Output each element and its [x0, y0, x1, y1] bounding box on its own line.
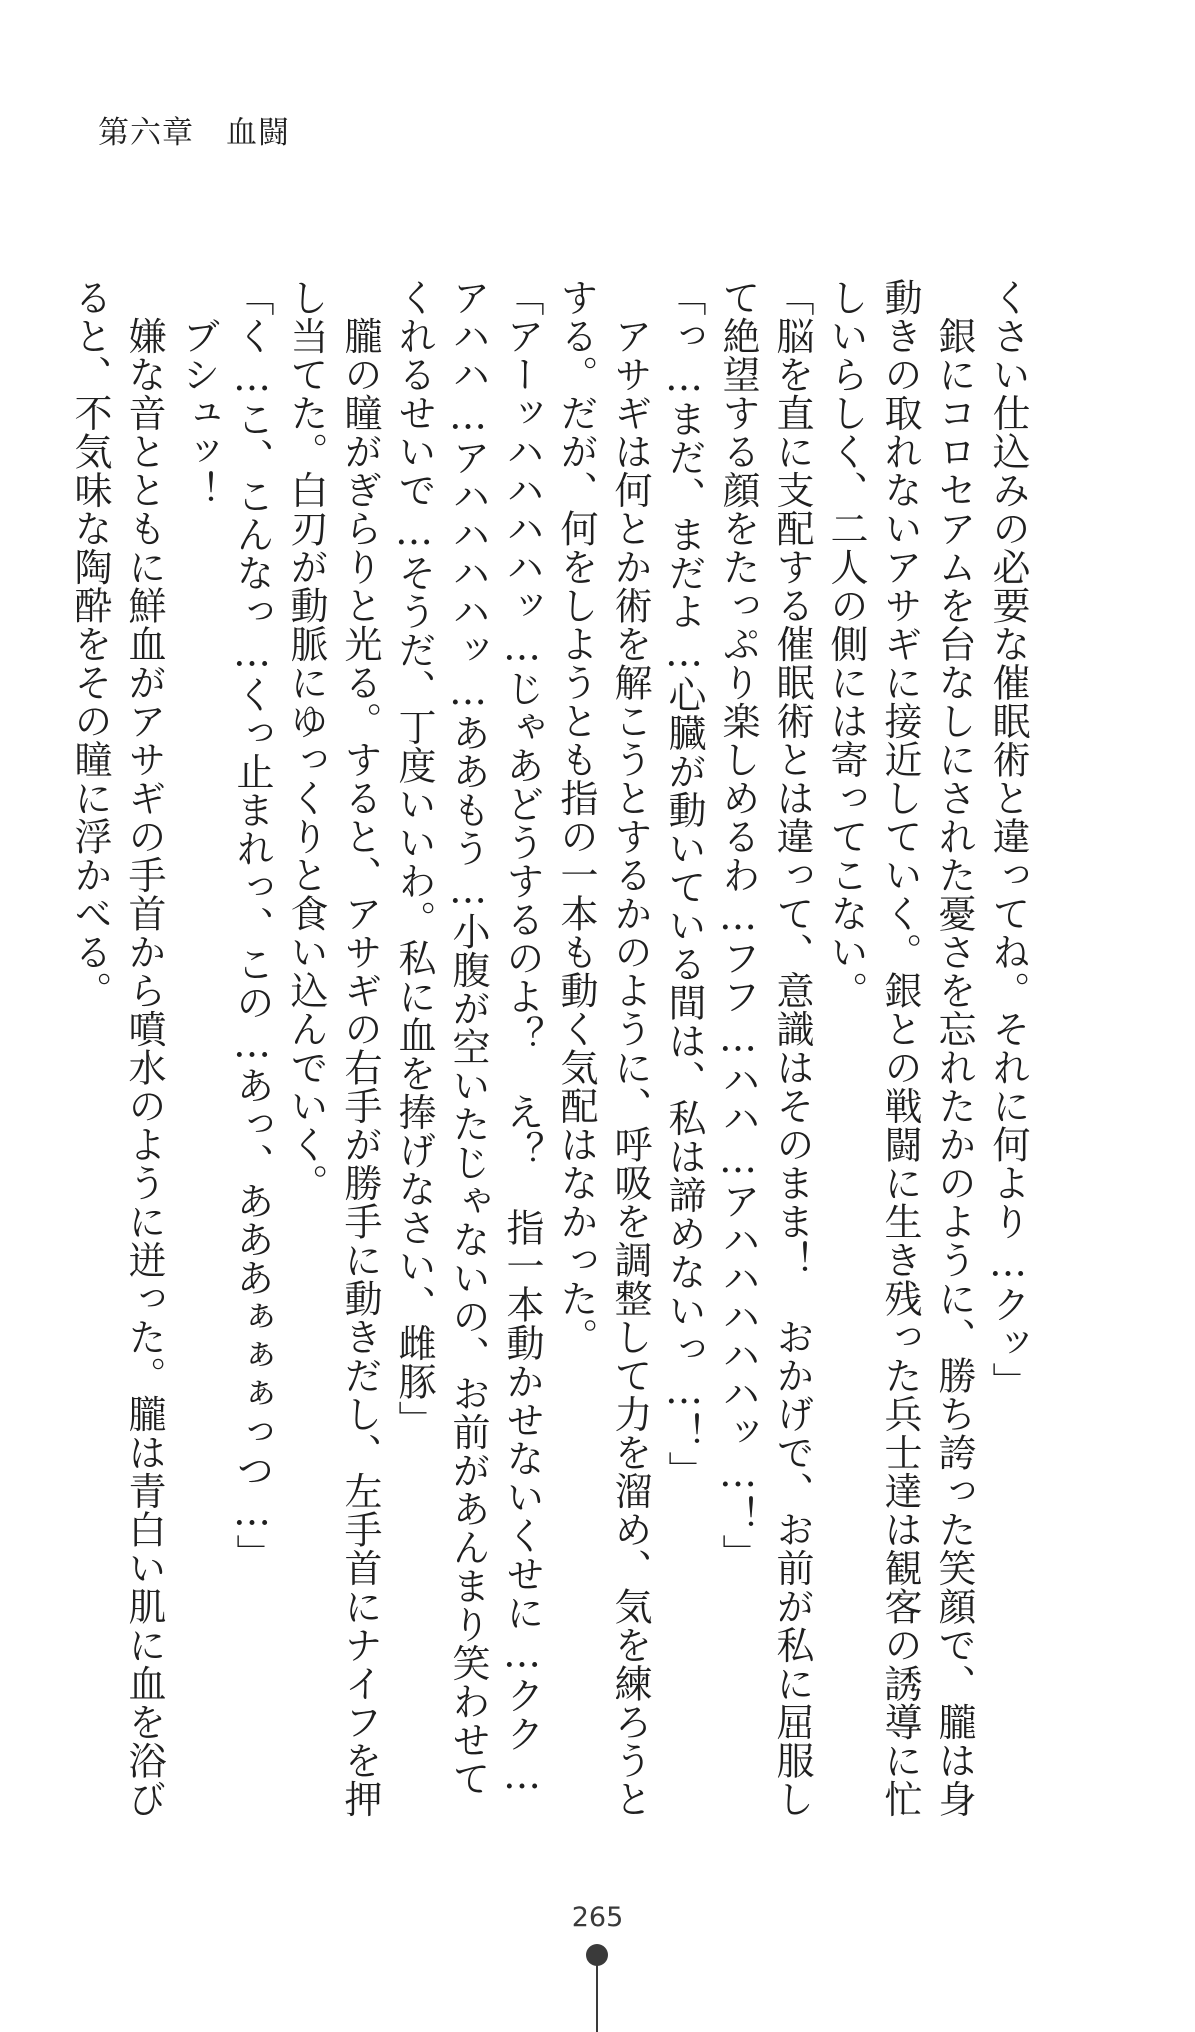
text-line: くれるせいで…そうだ、丁度いいわ。私に血を捧げなさい、雌豚」: [392, 278, 436, 1439]
page-marker-stem: [596, 1964, 598, 2032]
text-line: アサギは何とか術を解こうとするかのように、呼吸を調整して力を溜め、気を練ろうと: [608, 278, 652, 1818]
body-text: [63, 278, 1035, 1878]
page-marker-dot: [586, 1944, 608, 1966]
page-number: 265: [571, 1902, 624, 1933]
text-line: ると、不気味な陶酔をその瞳に浮かべる。: [68, 278, 112, 1010]
text-line: 「っ…まだ、まだよ…心臓が動いている間は、私は諦めないっ…！」: [662, 278, 706, 1490]
chapter-title: 第六章 血闘: [98, 115, 290, 151]
text-line: 「脳を直に支配する催眠術とは違って、意識はそのまま！ おかげで、お前が私に屈服し: [770, 278, 814, 1818]
text-line: 銀にコロセアムを台なしにされた憂さを忘れたかのように、勝ち誇った笑顔で、朧は身: [932, 278, 976, 1818]
text-line: 朧の瞳がぎらりと光る。すると、アサギの右手が勝手に動きだし、左手首にナイフを押: [338, 278, 382, 1818]
text-line: し当てた。白刃が動脈にゆっくりと食い込んでいく。: [284, 278, 328, 1202]
text-line: 動きの取れないアサギに接近していく。銀との戦闘に生き残った兵士達は観客の誘導に忙: [878, 278, 922, 1818]
text-line: 嫌な音とともに鮮血がアサギの手首から噴水のように迸った。朧は青白い肌に血を浴び: [122, 278, 166, 1818]
text-line: 「く…こ、こんなっ…くっ止まれっ、この…あっ、あああぁぁぁっつ…」: [230, 278, 274, 1573]
text-line: アハハ…アハハハハッ…ああもう…小腹が空いたじゃないの、お前があんまり笑わせて: [446, 278, 490, 1798]
text-line: する。だが、何をしようとも指の一本も動く気配はなかった。: [554, 278, 598, 1356]
text-line: くさい仕込みの必要な催眠術と違ってね。それに何より…クッ」: [986, 278, 1030, 1401]
text-line: て絶望する顔をたっぷり楽しめるわ…フフ…ハハ…アハハハハハッ…！」: [716, 278, 760, 1573]
page-marker-icon: [586, 1944, 608, 2032]
text-line: ブシュッ！: [176, 278, 220, 509]
text-line: しいらしく、二人の側には寄ってこない。: [824, 278, 868, 1010]
text-line: 「アーッハハハハッ…じゃあどうするのよ？ え？ 指一本動かせないくせに…クク…: [500, 278, 544, 1798]
